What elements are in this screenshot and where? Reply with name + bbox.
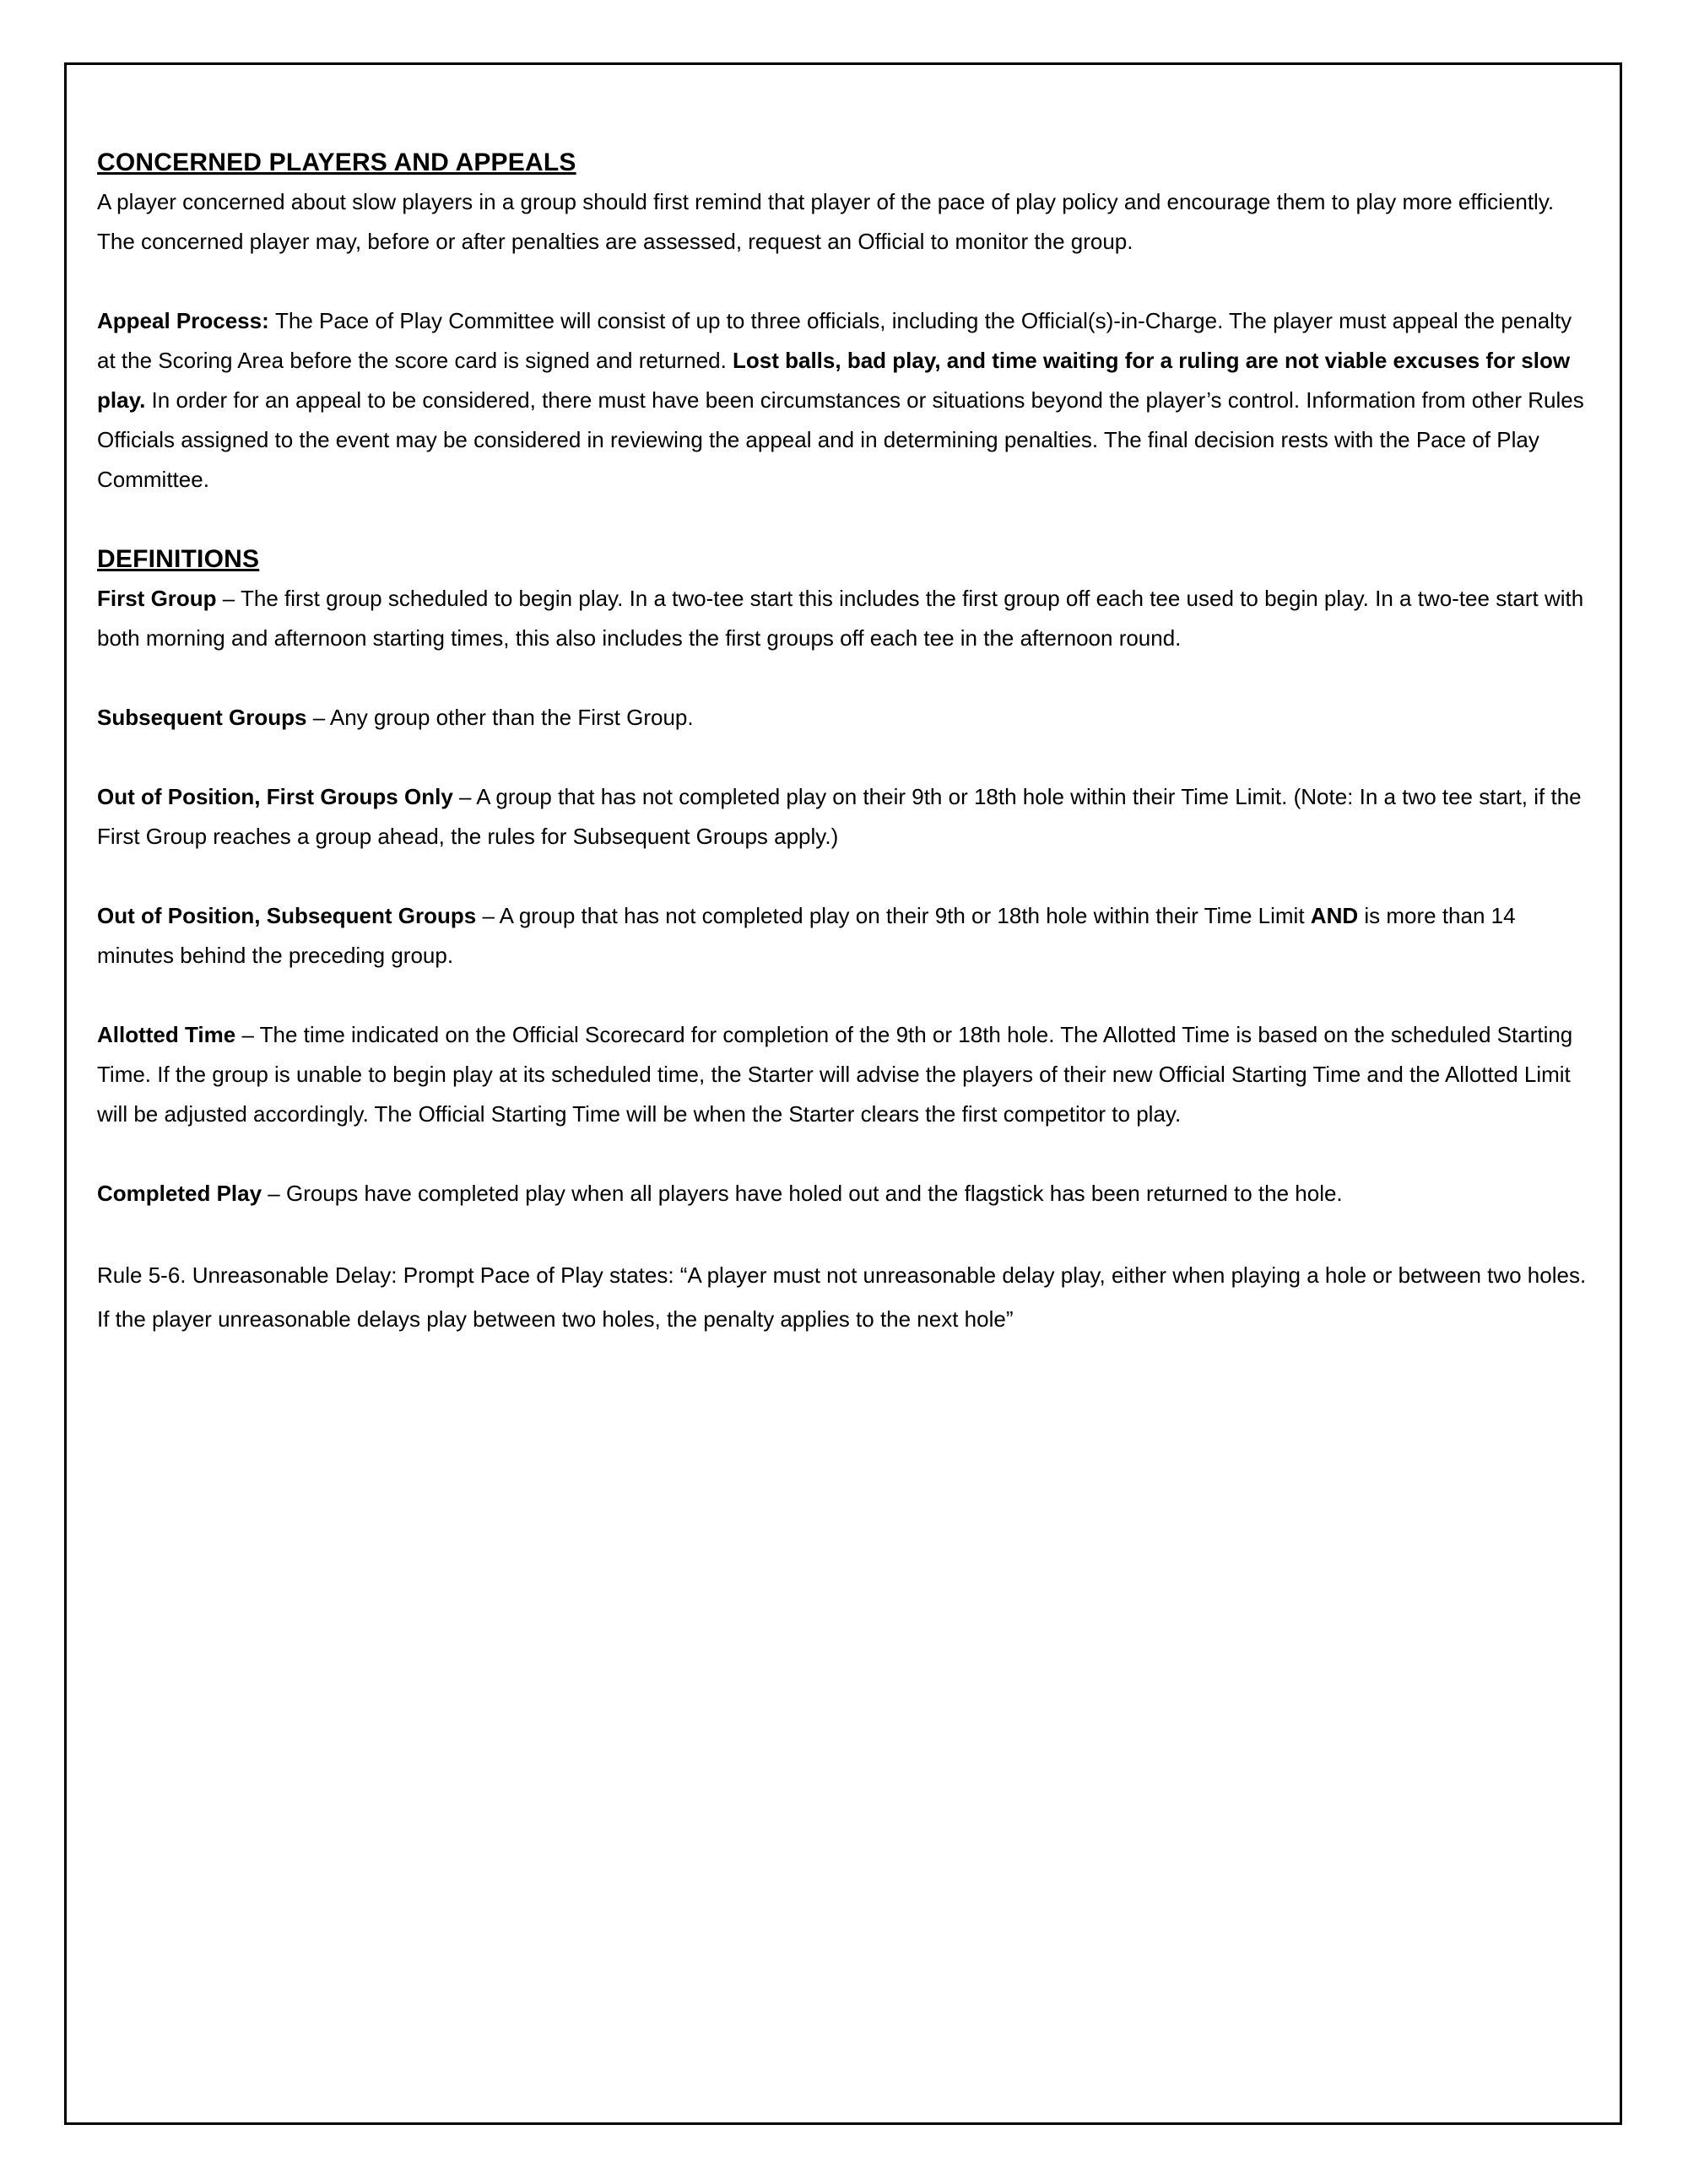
text-run-bold: Appeal Process: — [97, 308, 275, 333]
paragraph-appeal-process — [97, 301, 1593, 500]
text-run-bold: Out of Position, Subsequent Groups — [97, 903, 483, 928]
paragraph-concerned-players — [97, 182, 1593, 262]
text-run-bold: AND — [1310, 903, 1365, 928]
text-run: is more than 14 minutes behind the preceding group. — [97, 903, 1516, 968]
text-run: A player concerned about slow players in a group should first remind that player of the pace of play policy and encourage them to play more efficiently. The concerned player may, before or after penalties are assessed, request an Official to monitor the group. — [97, 189, 1555, 254]
text-run-bold: Subsequent Groups — [97, 705, 313, 730]
paragraph-allotted-time — [97, 1015, 1593, 1134]
text-run: The Pace of Play Committee will consist of up to three officials, including the Official(s)-in-Charge. The player must appeal the penalty at the Scoring Area before the score card is signed and returned. — [97, 308, 1572, 373]
text-run-bold: Allotted Time — [97, 1022, 242, 1047]
text-run: – Groups have completed play when all players have holed out and the flagstick has been returned to the hole. — [268, 1181, 1343, 1206]
text-run-bold: First Group — [97, 586, 223, 611]
page-border — [64, 62, 1622, 2125]
text-run: – A group that has not completed play on their 9th or 18th hole within their Time Limit. (Note: In a two tee start, if the First Group reaches a group ahead, the rules for Subsequent Groups apply.) — [97, 784, 1582, 849]
text-run: – The time indicated on the Official Scorecard for completion of the 9th or 18th hole. The Allotted Time is based on the scheduled Starting Time. If the group is unable to begin play at its scheduled time, the Starter will advise the players of their new Official Starting Time and the Allotted Limit will be adjusted accordingly. The Official Starting Time will be when the Starter clears the first competitor to play. — [97, 1022, 1573, 1127]
paragraph-first-group — [97, 579, 1593, 658]
text-run: In order for an appeal to be considered, there must have been circumstances or situations beyond the player’s control. Information from other Rules Officials assigned to the event may be considered in reviewing the appeal and in determining penalties. The final decision rests with the Pace of Play Committee. — [97, 387, 1584, 492]
text-run-bold: Completed Play — [97, 1181, 268, 1206]
text-run-bold: Lost balls, bad play, and time waiting for a ruling are not viable excuses for slow play. — [97, 348, 1571, 413]
heading-concerned-players-and-appeals: CONCERNED PLAYERS AND APPEALS — [97, 149, 576, 176]
paragraph-out-of-position-first-groups — [97, 777, 1593, 857]
paragraph-completed-play — [97, 1174, 1593, 1214]
text-run: – A group that has not completed play on their 9th or 18th hole within their Time Limit — [482, 903, 1311, 928]
heading-definitions: DEFINITIONS — [97, 545, 260, 573]
text-run-bold: Out of Position, First Groups Only — [97, 784, 459, 809]
paragraph-out-of-position-subsequent-groups — [97, 896, 1593, 976]
paragraph-rule-5-6 — [97, 1253, 1593, 1341]
text-run: – Any group other than the First Group. — [312, 705, 694, 730]
text-run: Rule 5-6. Unreasonable Delay: Prompt Pace of Play states: “A player must not unreasonable delay play, either when playing a hole or between two holes. If the player unreasonable delays play between two holes, the penalty applies to the next hole” — [97, 1262, 1587, 1332]
text-run: – The first group scheduled to begin play. In a two-tee start this includes the first group off each tee used to begin play. In a two-tee start with both morning and afternoon starting times, this also includes the first groups off each tee in the afternoon round. — [97, 586, 1584, 651]
document-content — [97, 143, 1593, 1341]
paragraph-subsequent-groups — [97, 698, 1593, 738]
